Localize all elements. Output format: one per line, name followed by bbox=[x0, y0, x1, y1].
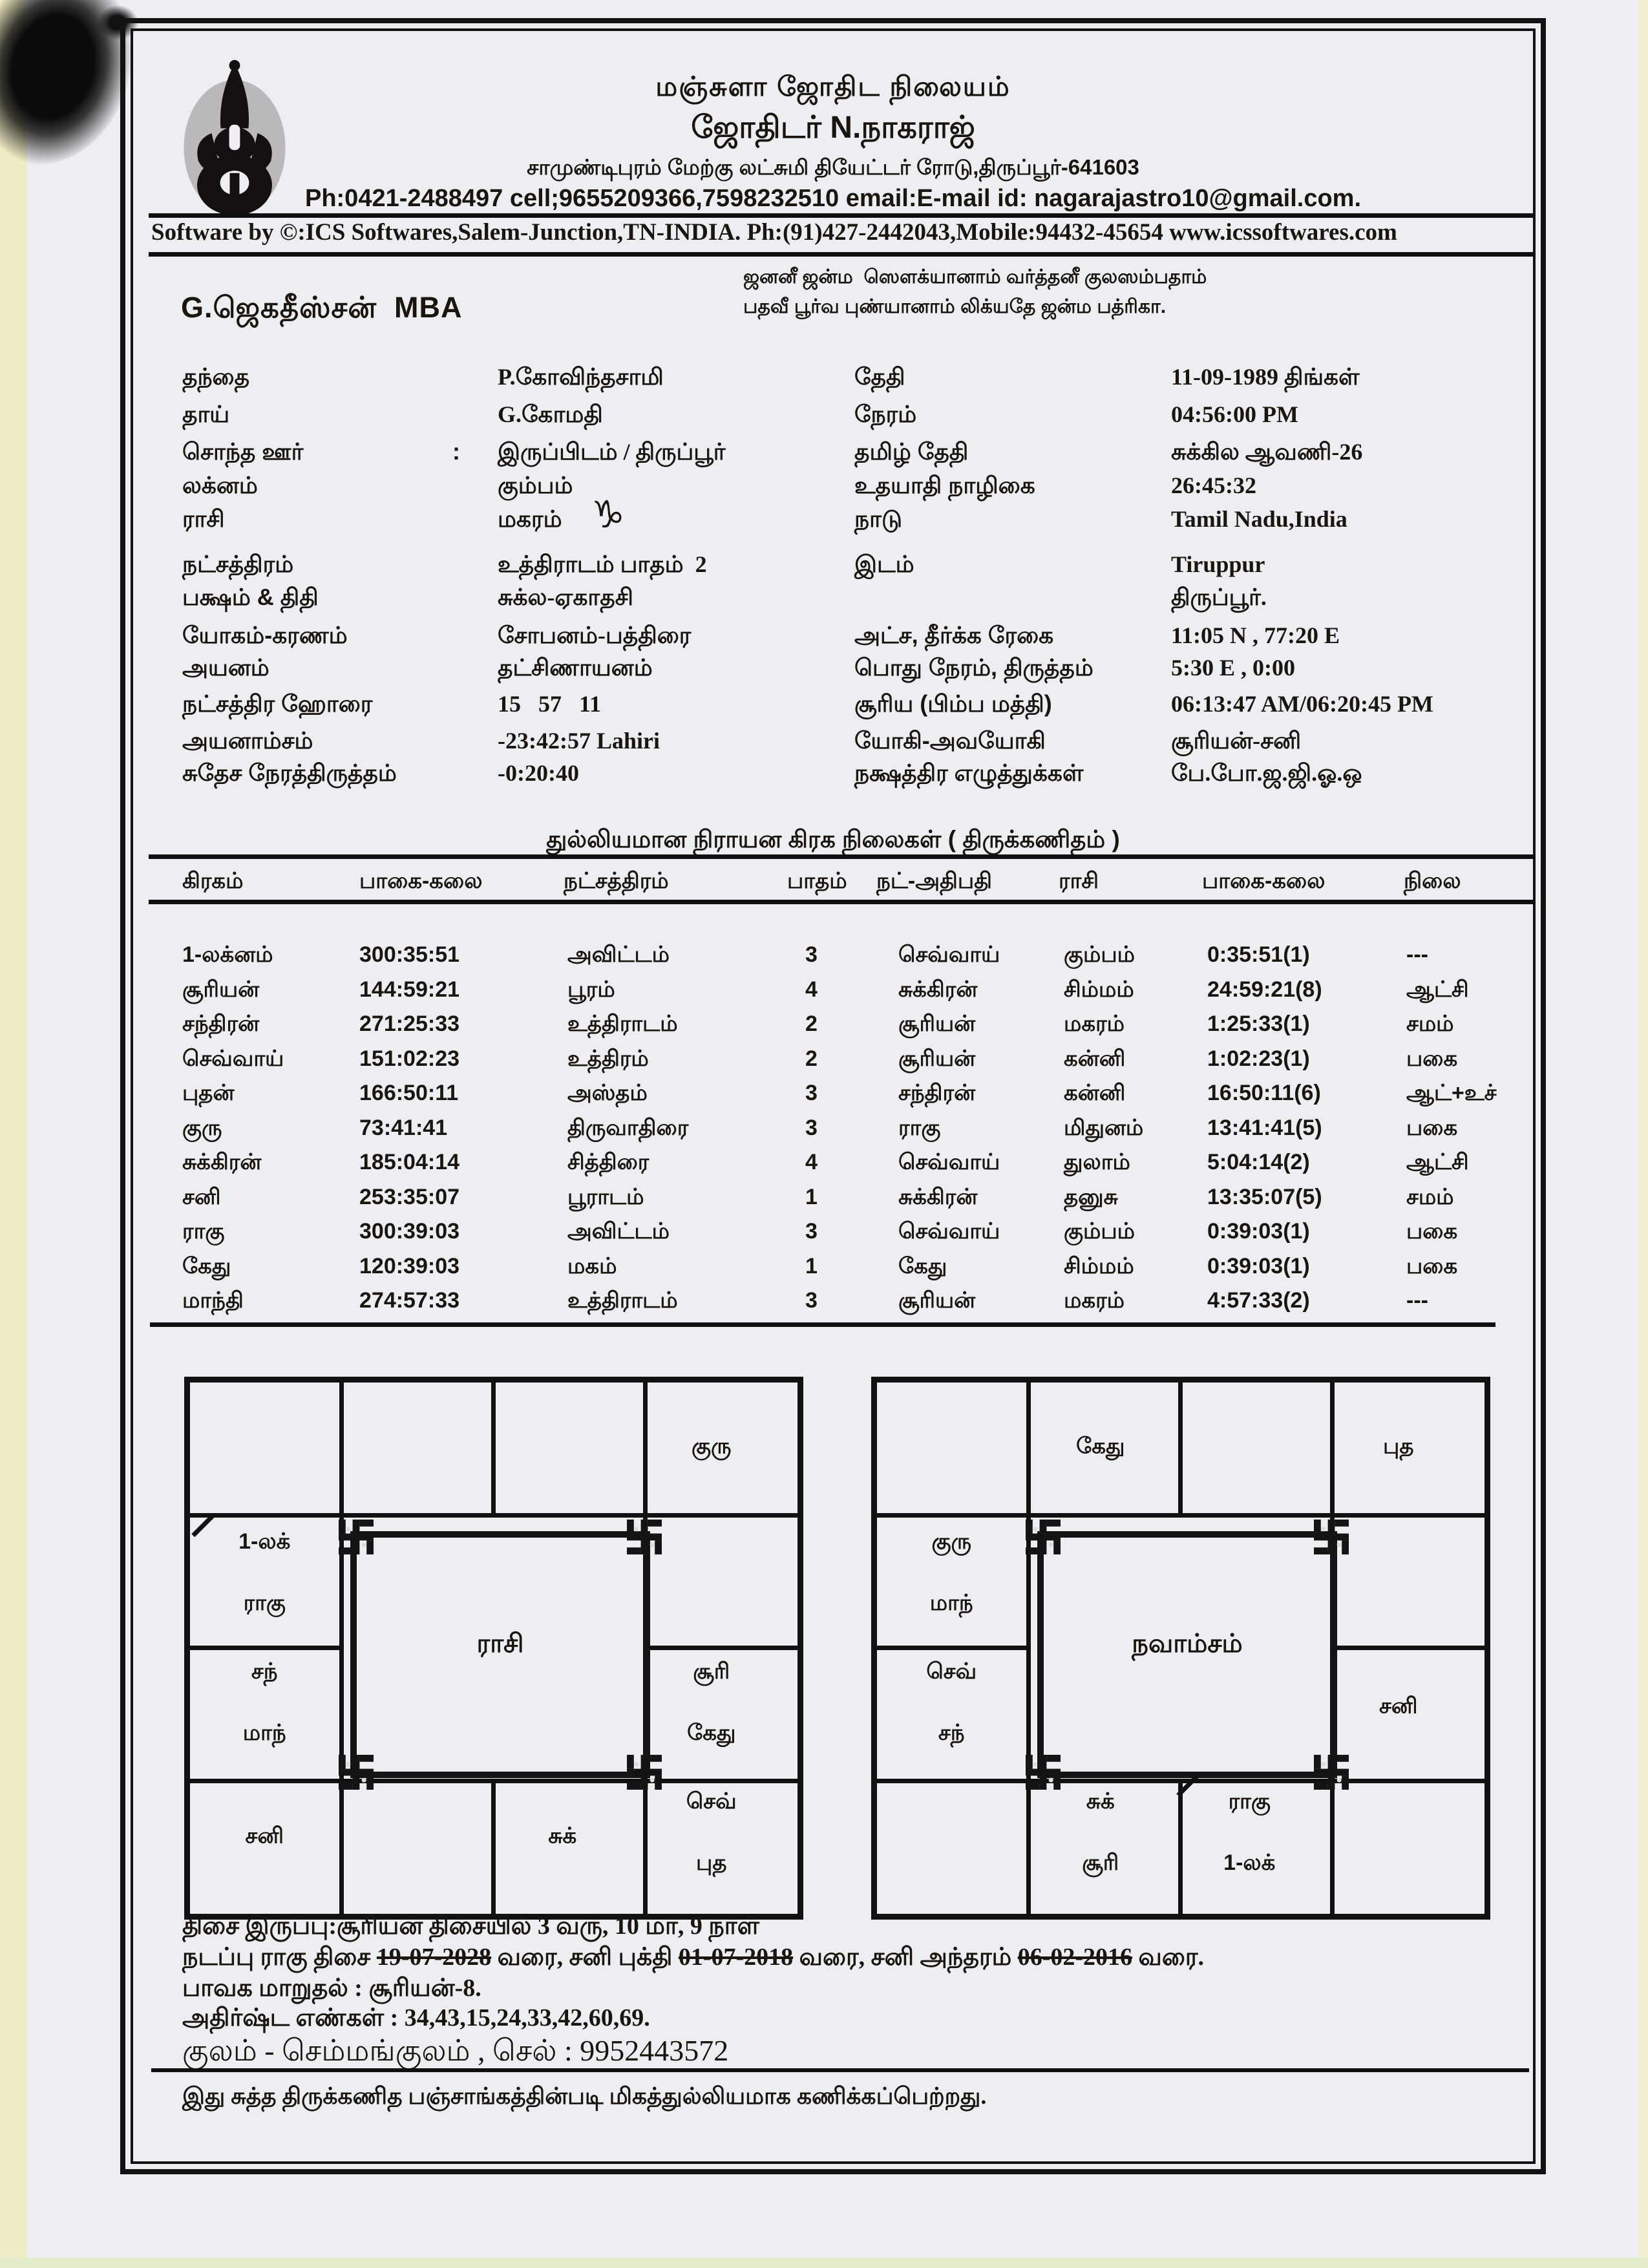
planet-cell: அவிட்டம் bbox=[567, 1219, 670, 1244]
shloka-line-2: பதவீ பூர்வ புண்யானாம் லிக்யதே ஜன்ம பத்ரிகா. bbox=[743, 296, 1167, 317]
divider bbox=[149, 213, 1533, 218]
planet-label: சனி bbox=[1379, 1693, 1418, 1718]
detail-label: நட்சத்திரம் bbox=[182, 551, 294, 577]
person-name: G.ஜெகதீஸ்சன் MBA bbox=[181, 291, 463, 324]
dasa-balance-line: திசை இருப்பு:சூரியன் திசையில் 3 வரு, 10 மா, 9 நாள் bbox=[182, 1913, 759, 1940]
dasa-text: வரை, சனி புக்தி bbox=[491, 1944, 679, 1971]
detail-label: சூரிய (பிம்ப மத்தி) bbox=[854, 690, 1052, 717]
planet-cell: ராகு bbox=[898, 1116, 941, 1140]
planet-cell: 300:39:03 bbox=[359, 1219, 460, 1244]
planet-cell: 1-லக்னம் bbox=[182, 942, 273, 967]
shloka-line-1: ஜனனீ ஜன்ம ஸௌக்யானாம் வர்த்தனீ குலஸம்பதாம் bbox=[743, 266, 1207, 288]
planet-cell: அவிட்டம் bbox=[567, 942, 670, 967]
navamsam-chart bbox=[871, 1377, 1490, 1920]
col-header-degrees: பாகை-கலை bbox=[359, 869, 483, 893]
rasi-cell-r2c4 bbox=[637, 1512, 787, 1642]
struck-date: 06-02-2016 bbox=[1017, 1944, 1133, 1971]
kulam-phone-line: குலம் - செம்மங்குலம் , செல் : 9952443572 bbox=[182, 2034, 729, 2067]
navamsam-cell-r4c2 bbox=[1026, 1772, 1176, 1902]
planet-cell: 144:59:21 bbox=[359, 977, 460, 1002]
planet-cell: சந்திரன் bbox=[898, 1081, 976, 1105]
detail-value: சூரியன்-சனி bbox=[1171, 728, 1302, 754]
planet-label: மாந் bbox=[242, 1720, 286, 1745]
detail-value: உத்திராடம் பாதம் 2 bbox=[498, 551, 707, 577]
planet-label: குரு bbox=[931, 1529, 972, 1554]
planet-cell: சமம் bbox=[1406, 1012, 1454, 1036]
details-row bbox=[0, 690, 1648, 725]
separator: : bbox=[452, 438, 460, 465]
scan-edge-left bbox=[0, 0, 27, 2268]
planet-cell: செவ்வாய் bbox=[898, 1150, 1000, 1174]
planet-label: புத bbox=[696, 1850, 727, 1875]
navamsam-chart-title: நவாம்சம் bbox=[1132, 1629, 1243, 1658]
planet-cell: செவ்வாய் bbox=[898, 1219, 1000, 1244]
planet-cell: 24:59:21(8) bbox=[1207, 977, 1322, 1002]
swastika-icon bbox=[1026, 1520, 1061, 1554]
navamsam-cell-r4c4 bbox=[1324, 1772, 1474, 1902]
divider bbox=[151, 2068, 1529, 2072]
planet-cell: 4 bbox=[805, 1150, 818, 1174]
planet-cell: சுக்கிரன் bbox=[898, 977, 978, 1002]
col-header-padam: பாதம் bbox=[787, 869, 847, 893]
detail-label: இடம் bbox=[854, 551, 914, 577]
software-credit: Software by ©:ICS Softwares,Salem-Junction,TN-INDIA. Ph:(91)427-2442043,Mobile:94432-45654 www.icssoftwares.com bbox=[151, 219, 1397, 246]
planet-cell: கன்னி bbox=[1064, 1081, 1126, 1105]
dasa-text: வரை, சனி அந்தரம் bbox=[793, 1944, 1018, 1971]
contact-line: Ph:0421-2488497 cell;9655209366,7598232510 email:E-mail id: nagarajastro10@gmail.com. bbox=[304, 185, 1362, 212]
detail-value: P.கோவிந்தசாமி bbox=[498, 364, 664, 390]
planet-cell: கும்பம் bbox=[1064, 1219, 1136, 1244]
detail-value: பே.போ.ஜ.ஜி.ஓ.ஒ bbox=[1171, 760, 1362, 786]
planet-label: ராகு bbox=[1228, 1789, 1271, 1814]
rasi-cell-r3c4 bbox=[637, 1642, 787, 1772]
center-title: மஞ்சுளா ஜோதிட நிலையம் bbox=[655, 71, 1011, 101]
divider bbox=[149, 900, 1536, 904]
planet-label: ராகு bbox=[243, 1590, 286, 1615]
rasi-cell-r4c4 bbox=[637, 1772, 787, 1902]
planet-label: 1-லக் bbox=[1223, 1850, 1276, 1875]
lucky-numbers-line: அதிர்ஷ்ட எண்கள் : 34,43,15,24,33,42,60,69. bbox=[182, 2004, 650, 2031]
scan-edge-bottom bbox=[0, 2258, 1648, 2268]
rasi-cell-r4c2 bbox=[339, 1772, 489, 1902]
planet-label: புத bbox=[1383, 1434, 1414, 1458]
planet-cell: 1 bbox=[805, 1254, 818, 1278]
planet-cell: சமம் bbox=[1406, 1185, 1454, 1209]
planet-cell: 274:57:33 bbox=[359, 1288, 460, 1313]
detail-value: Tamil Nadu,India bbox=[1171, 506, 1347, 532]
planet-cell: 2 bbox=[805, 1046, 818, 1071]
planet-label: கேது bbox=[1076, 1434, 1125, 1458]
swastika-icon bbox=[339, 1520, 374, 1554]
navamsam-cell-r3c4 bbox=[1324, 1642, 1474, 1772]
detail-value: சுக்ல-ஏகாதசி bbox=[498, 584, 633, 610]
planet-cell: செவ்வாய் bbox=[182, 1046, 284, 1071]
planet-cell: சனி bbox=[182, 1185, 221, 1209]
planet-cell: பகை bbox=[1406, 1116, 1458, 1140]
navamsam-cell-r1c4 bbox=[1324, 1383, 1474, 1512]
planet-label: மாந் bbox=[929, 1590, 973, 1615]
planet-cell: கேது bbox=[182, 1254, 231, 1278]
planet-cell: செவ்வாய் bbox=[898, 942, 1000, 967]
dasa-current-line bbox=[182, 1943, 1204, 1975]
planet-cell: 1 bbox=[805, 1185, 818, 1209]
detail-value: G.கோமதி bbox=[498, 401, 603, 427]
navamsam-cell-r1c1 bbox=[877, 1383, 1026, 1512]
planet-cell: சிம்மம் bbox=[1064, 977, 1134, 1002]
planet-label: குரு bbox=[691, 1434, 732, 1458]
details-row bbox=[0, 363, 1648, 398]
rasi-chart-title: ராசி bbox=[476, 1629, 524, 1658]
planet-cell: கேது bbox=[898, 1254, 947, 1278]
planet-cell: --- bbox=[1406, 942, 1428, 967]
detail-label: நேரம் bbox=[854, 401, 917, 427]
navamsam-cell-r1c3 bbox=[1175, 1383, 1324, 1512]
details-row bbox=[0, 438, 1648, 473]
detail-value: Tiruppur bbox=[1171, 551, 1265, 577]
planet-cell: 3 bbox=[805, 1081, 818, 1105]
planet-cell: உத்திரம் bbox=[567, 1046, 649, 1071]
detail-label: நாடு bbox=[854, 505, 903, 532]
planet-cell: 185:04:14 bbox=[359, 1150, 460, 1174]
planet-label: கேது bbox=[687, 1720, 736, 1745]
planet-cell: 0:35:51(1) bbox=[1207, 942, 1310, 967]
planet-cell: சூரியன் bbox=[898, 1012, 976, 1036]
col-header-lord: நட்-அதிபதி bbox=[876, 869, 992, 893]
planet-cell: 5:04:14(2) bbox=[1207, 1150, 1310, 1174]
planet-label: சந் bbox=[938, 1720, 965, 1745]
planet-cell: 3 bbox=[805, 1288, 818, 1313]
planet-cell: 16:50:11(6) bbox=[1207, 1081, 1321, 1105]
divider bbox=[149, 854, 1536, 859]
planet-cell: சிம்மம் bbox=[1064, 1254, 1134, 1278]
planet-label: செவ் bbox=[926, 1659, 977, 1684]
detail-label: பொது நேரம், திருத்தம் bbox=[854, 654, 1093, 681]
col-header-rasi: ராசி bbox=[1059, 869, 1099, 893]
rasi-cell-r2c1 bbox=[190, 1512, 339, 1642]
rasi-cell-r1c1 bbox=[190, 1383, 339, 1512]
planet-cell: உத்திராடம் bbox=[567, 1012, 678, 1036]
detail-label: தமிழ் தேதி bbox=[854, 438, 969, 465]
kolam-ornament bbox=[350, 1531, 650, 1778]
details-row bbox=[0, 551, 1648, 586]
planet-cell: 3 bbox=[805, 942, 818, 967]
planet-cell: பூராடம் bbox=[567, 1185, 644, 1209]
navamsam-cell-r2c4 bbox=[1324, 1512, 1474, 1642]
kolam-ornament bbox=[1037, 1531, 1337, 1778]
planet-label: சூரி bbox=[693, 1659, 730, 1684]
planet-cell: குரு bbox=[182, 1116, 222, 1140]
col-header-graham: கிரகம் bbox=[182, 869, 244, 893]
planet-cell: கன்னி bbox=[1064, 1046, 1126, 1071]
planet-cell: 4:57:33(2) bbox=[1207, 1288, 1310, 1313]
detail-label: தேதி bbox=[854, 363, 905, 390]
planet-cell: 2 bbox=[805, 1012, 818, 1036]
navamsam-cell-r2c1 bbox=[877, 1512, 1026, 1642]
astrologer-name: ஜோதிடர் N.நாகராஜ் bbox=[691, 111, 975, 145]
detail-label: யோகி-அவயோகி bbox=[854, 727, 1046, 754]
details-row bbox=[0, 493, 1648, 540]
planet-cell: 151:02:23 bbox=[359, 1046, 460, 1071]
scan-edge-right bbox=[1639, 0, 1648, 2268]
planet-cell: சுக்கிரன் bbox=[898, 1185, 978, 1209]
planet-cell: 0:39:03(1) bbox=[1207, 1254, 1310, 1278]
detail-label: தாய் bbox=[182, 401, 230, 427]
detail-label: நட்சத்திர ஹோரை bbox=[182, 690, 373, 717]
planet-label: 1-லக் bbox=[238, 1529, 291, 1554]
planet-cell: துலாம் bbox=[1064, 1150, 1130, 1174]
planet-cell: 3 bbox=[805, 1219, 818, 1244]
planet-cell: பகை bbox=[1406, 1219, 1458, 1244]
planet-table-title: துல்லியமான நிராயன கிரக நிலைகள் ( திருக்கணிதம் ) bbox=[546, 826, 1120, 853]
details-row bbox=[0, 472, 1648, 507]
planet-label: சுக் bbox=[548, 1823, 577, 1848]
rasi-cell-r1c3 bbox=[488, 1383, 637, 1512]
planet-label: சனி bbox=[245, 1823, 284, 1848]
detail-label: நக்ஷத்திர எழுத்துக்கள் bbox=[854, 759, 1084, 786]
details-row bbox=[0, 584, 1648, 619]
detail-value: மகரம் bbox=[498, 506, 562, 532]
detail-value: கும்பம் bbox=[498, 472, 573, 498]
struck-date: 01-07-2018 bbox=[678, 1944, 794, 1971]
planet-cell: ஆட்சி bbox=[1406, 977, 1469, 1002]
col-header-degrees2: பாகை-கலை bbox=[1202, 869, 1326, 893]
detail-value: சுக்கில ஆவணி-26 bbox=[1171, 439, 1363, 465]
col-header-nakshatra: நட்சத்திரம் bbox=[564, 869, 669, 893]
detail-value: 26:45:32 bbox=[1171, 472, 1256, 498]
planet-cell: ராகு bbox=[182, 1219, 225, 1244]
divider bbox=[149, 252, 1533, 257]
detail-label: ராசி bbox=[182, 505, 225, 532]
detail-value: -23:42:57 Lahiri bbox=[498, 728, 660, 754]
dasa-text: நடப்பு ராகு திசை bbox=[182, 1944, 377, 1971]
planet-cell: மகம் bbox=[567, 1254, 617, 1278]
planet-cell: 13:35:07(5) bbox=[1207, 1185, 1322, 1209]
planet-cell: 4 bbox=[805, 977, 818, 1002]
rasi-chart bbox=[184, 1377, 803, 1920]
accuracy-note: இது சுத்த திருக்கணித பஞ்சாங்கத்தின்படி மிகத்துல்லியமாக கணிக்கப்பெற்றது. bbox=[182, 2083, 987, 2109]
planet-cell: 120:39:03 bbox=[359, 1254, 460, 1278]
detail-value: -0:20:40 bbox=[498, 760, 579, 786]
bhava-change-line: பாவக மாறுதல் : சூரியன்-8. bbox=[182, 1975, 481, 2002]
planet-cell: பூரம் bbox=[567, 977, 615, 1002]
detail-label: சுதேச நேரத்திருத்தம் bbox=[182, 759, 397, 786]
capricorn-symbol-icon: ♑ bbox=[591, 493, 625, 536]
details-row bbox=[0, 622, 1648, 657]
planet-cell: 271:25:33 bbox=[359, 1012, 460, 1036]
rasi-cell-r1c4 bbox=[637, 1383, 787, 1512]
rasi-cell-r1c2 bbox=[339, 1383, 489, 1512]
navamsam-cell-r1c2 bbox=[1026, 1383, 1176, 1512]
planet-cell: சூரியன் bbox=[182, 977, 260, 1002]
planet-cell: சுக்கிரன் bbox=[182, 1150, 262, 1174]
detail-label: சொந்த ஊர் bbox=[182, 438, 304, 465]
detail-label: அட்ச, தீர்க்க ரேகை bbox=[854, 622, 1054, 648]
planet-cell: பகை bbox=[1406, 1046, 1458, 1071]
planet-cell: ஆட்+உச் bbox=[1406, 1081, 1497, 1105]
divider bbox=[150, 1322, 1495, 1327]
dasa-text: வரை. bbox=[1132, 1944, 1204, 1971]
planet-cell: --- bbox=[1406, 1288, 1428, 1313]
detail-label: அயனம் bbox=[182, 654, 269, 681]
struck-date: 19-07-2028 bbox=[376, 1944, 492, 1971]
detail-label: அயனாம்சம் bbox=[182, 727, 313, 754]
planet-cell: தனுசு bbox=[1064, 1185, 1118, 1209]
navamsam-cell-r3c1 bbox=[877, 1642, 1026, 1772]
planet-cell: மகரம் bbox=[1064, 1012, 1125, 1036]
details-row bbox=[0, 727, 1648, 762]
planet-cell: உத்திராடம் bbox=[567, 1288, 678, 1313]
details-row bbox=[0, 654, 1648, 689]
detail-value: தட்சிணாயனம் bbox=[498, 655, 653, 681]
planet-cell: கும்பம் bbox=[1064, 942, 1136, 967]
planet-cell: புதன் bbox=[182, 1081, 235, 1105]
planet-label: சந் bbox=[251, 1659, 278, 1684]
planet-cell: அஸ்தம் bbox=[567, 1081, 648, 1105]
rasi-cell-r3c1 bbox=[190, 1642, 339, 1772]
planet-cell: திருவாதிரை bbox=[567, 1116, 689, 1140]
detail-label: தந்தை bbox=[182, 363, 250, 390]
detail-value: 11-09-1989 திங்கள் bbox=[1171, 364, 1360, 390]
detail-value: 06:13:47 AM/06:20:45 PM bbox=[1171, 691, 1433, 717]
rasi-cell-r4c3 bbox=[488, 1772, 637, 1902]
detail-value: 11:05 N , 77:20 E bbox=[1171, 622, 1340, 648]
detail-label: உதயாதி நாழிகை bbox=[854, 472, 1035, 498]
planet-cell: மிதுனம் bbox=[1064, 1116, 1144, 1140]
details-row bbox=[0, 759, 1648, 794]
planet-cell: 13:41:41(5) bbox=[1207, 1116, 1322, 1140]
rasi-cell-r4c1 bbox=[190, 1772, 339, 1902]
details-row bbox=[0, 401, 1648, 436]
detail-label: பக்ஷம் & திதி bbox=[182, 584, 319, 610]
navamsam-cell-r4c1 bbox=[877, 1772, 1026, 1902]
planet-cell: பகை bbox=[1406, 1254, 1458, 1278]
col-header-nilai: நிலை bbox=[1404, 869, 1461, 893]
planet-cell: மாந்தி bbox=[182, 1288, 244, 1313]
planet-label: செவ் bbox=[686, 1789, 737, 1814]
detail-label: லக்னம் bbox=[182, 472, 258, 498]
planet-cell: 73:41:41 bbox=[359, 1116, 448, 1140]
address-line: சாமுண்டிபுரம் மேற்கு லட்சுமி தியேட்டர் ரோடு,திருப்பூர்-641603 bbox=[527, 155, 1139, 179]
planet-cell: சூரியன் bbox=[898, 1046, 976, 1071]
planet-cell: சந்திரன் bbox=[182, 1012, 260, 1036]
detail-label: யோகம்-கரணம் bbox=[182, 622, 348, 648]
planet-cell: 1:25:33(1) bbox=[1207, 1012, 1310, 1036]
navamsam-cell-r4c3 bbox=[1175, 1772, 1324, 1902]
detail-value: திருப்பூர். bbox=[1171, 584, 1267, 610]
planet-cell: 166:50:11 bbox=[359, 1081, 459, 1105]
detail-value: இருப்பிடம் / திருப்பூர் bbox=[498, 439, 726, 465]
planet-cell: 0:39:03(1) bbox=[1207, 1219, 1310, 1244]
planet-cell: ஆட்சி bbox=[1406, 1150, 1469, 1174]
planet-cell: 300:35:51 bbox=[359, 942, 460, 967]
detail-value: சோபனம்-பத்திரை bbox=[498, 622, 692, 648]
planet-cell: 1:02:23(1) bbox=[1207, 1046, 1310, 1071]
planet-cell: சித்திரை bbox=[567, 1150, 650, 1174]
planet-label: சுக் bbox=[1086, 1789, 1115, 1814]
planet-cell: 253:35:07 bbox=[359, 1185, 460, 1209]
planet-cell: சூரியன் bbox=[898, 1288, 976, 1313]
planet-cell: மகரம் bbox=[1064, 1288, 1125, 1313]
detail-value: 5:30 E , 0:00 bbox=[1171, 655, 1295, 681]
planet-label: சூரி bbox=[1082, 1850, 1119, 1875]
planet-cell: 3 bbox=[805, 1116, 818, 1140]
detail-value: 04:56:00 PM bbox=[1171, 401, 1298, 427]
detail-value: 15 57 11 bbox=[498, 691, 602, 717]
